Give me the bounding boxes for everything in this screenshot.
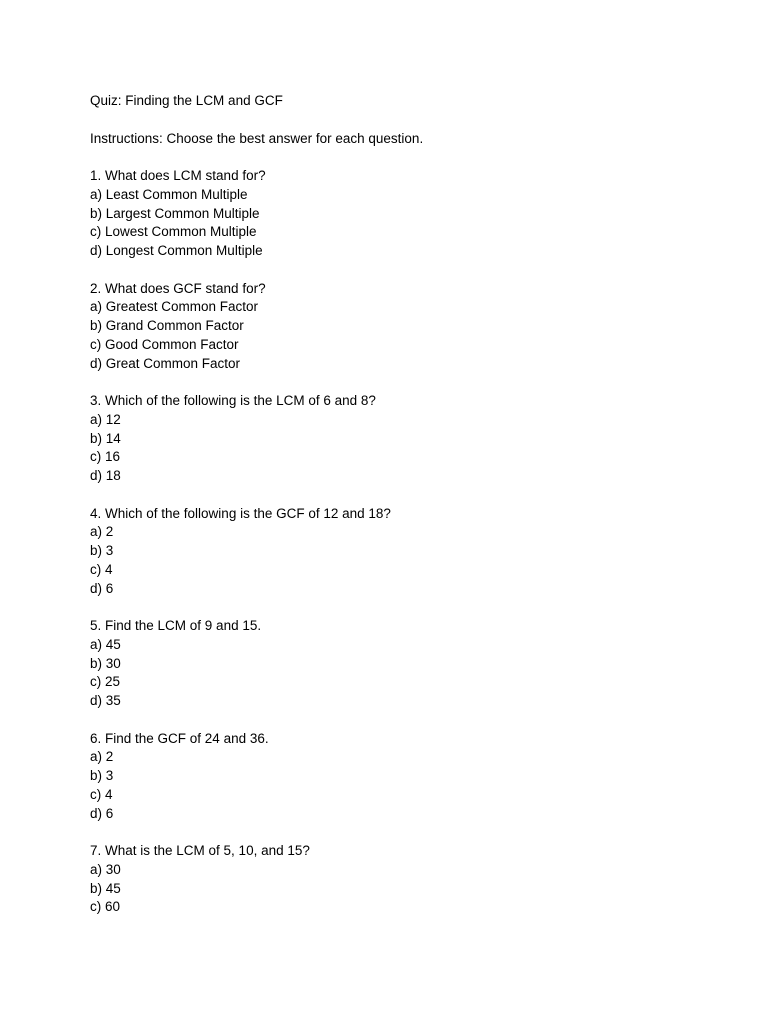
answer-option: d) Great Common Factor	[90, 355, 241, 371]
answer-option: a) 45	[90, 636, 121, 652]
answer-option: a) 30	[90, 861, 121, 877]
answer-option: b) 3	[90, 768, 114, 783]
question-prompt: 5. Find the LCM of 9 and 15.	[90, 618, 262, 633]
answer-option: c) 25	[90, 674, 121, 690]
question-prompt: 4. Which of the following is the GCF of 12 and 18?	[90, 505, 391, 521]
answer-option: a) 2	[90, 749, 114, 765]
question-block	[90, 280, 710, 374]
answer-option: c) 4	[90, 786, 113, 802]
answer-option: b) 30	[90, 655, 121, 671]
page-title: Quiz: Finding the LCM and GCF	[90, 93, 283, 108]
answer-option: c) 16	[90, 449, 121, 465]
answer-option: b) 14	[90, 430, 121, 446]
answer-option: c) Lowest Common Multiple	[90, 224, 257, 240]
answer-option: d) 6	[90, 805, 114, 821]
answer-option: b) 45	[90, 880, 121, 896]
answer-option: b) 3	[90, 543, 114, 558]
question-prompt: 2. What does GCF stand for?	[90, 280, 266, 296]
answer-option: d) 35	[90, 693, 121, 708]
question-block	[90, 617, 710, 711]
answer-option: b) Largest Common Multiple	[90, 205, 260, 221]
question-prompt: 7. What is the LCM of 5, 10, and 15?	[90, 843, 310, 858]
answer-option: a) Greatest Common Factor	[90, 299, 259, 315]
question-prompt: 3. Which of the following is the LCM of 6 and 8?	[90, 393, 376, 408]
question-block	[90, 167, 710, 261]
question-prompt: 1. What does LCM stand for?	[90, 168, 266, 183]
answer-option: d) 6	[90, 580, 114, 596]
answer-option: d) Longest Common Multiple	[90, 243, 263, 258]
answer-option: b) Grand Common Factor	[90, 318, 244, 333]
answer-option: a) 12	[90, 411, 121, 427]
instructions-text: Instructions: Choose the best answer for each question.	[90, 130, 424, 146]
question-block	[90, 392, 710, 486]
answer-option: a) Least Common Multiple	[90, 186, 248, 202]
question-block	[90, 842, 710, 917]
question-block	[90, 505, 710, 599]
question-prompt: 6. Find the GCF of 24 and 36.	[90, 730, 269, 746]
answer-option: c) Good Common Factor	[90, 336, 239, 352]
answer-option: c) 4	[90, 561, 113, 577]
quiz-document	[90, 92, 710, 936]
answer-option: a) 2	[90, 524, 114, 540]
answer-option: c) 60	[90, 899, 121, 915]
answer-option: d) 18	[90, 468, 121, 483]
question-block	[90, 730, 710, 824]
